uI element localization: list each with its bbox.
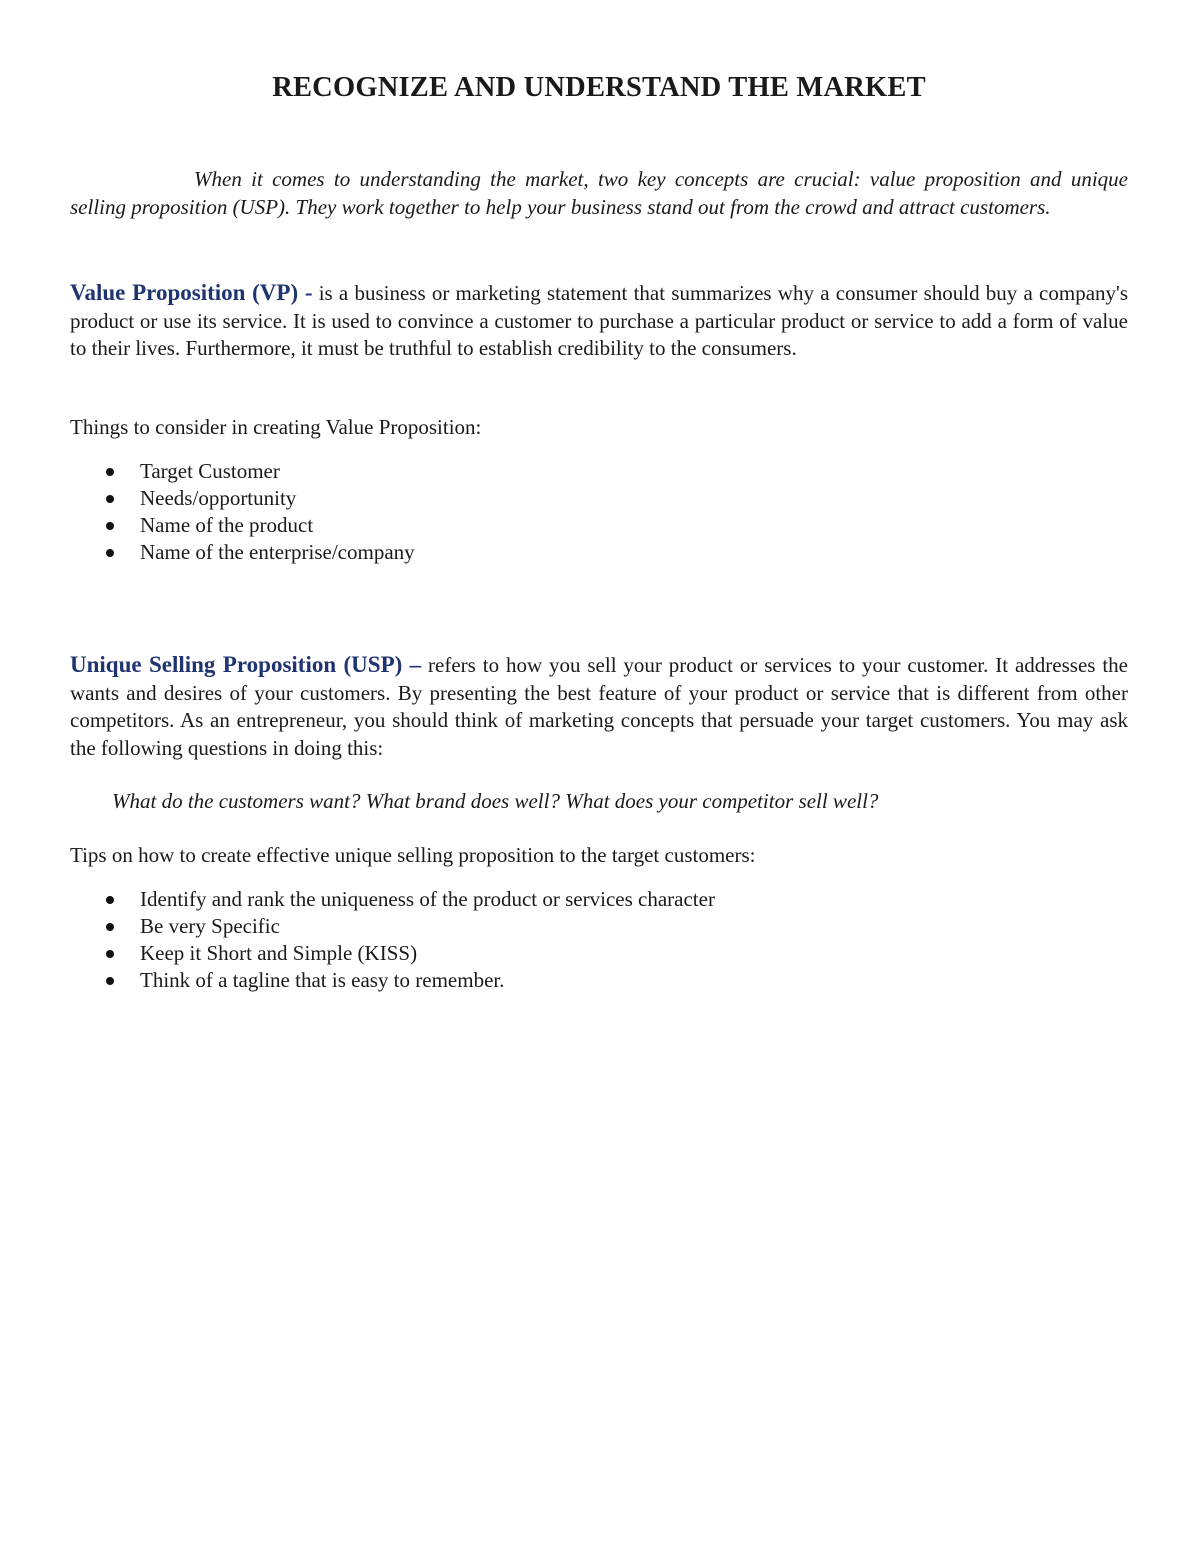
intro-paragraph: When it comes to understanding the market, two key concepts are crucial: value proposition and unique selling proposition (USP). They work together to help your business stand out from the crowd and attract customers. [70, 167, 1128, 219]
bullet-icon [106, 549, 114, 557]
value-proposition-definition: is a business or marketing statement that summarizes why a consumer should buy a company's product or use its service. It is used to convince a customer to purchase a particular product or service to add a form of value to their lives. Furthermore, it must be truthful to establish credibility to the consumers. [70, 281, 1128, 360]
list-item [70, 913, 715, 940]
page-title: RECOGNIZE AND UNDERSTAND THE MARKET [272, 72, 926, 103]
usp-tips-list [70, 886, 715, 994]
list-item [70, 512, 415, 539]
list-item [70, 485, 415, 512]
list-item [70, 940, 715, 967]
usp-lead: Tips on how to create effective unique selling proposition to the target customers: [70, 843, 756, 867]
usp-definition: refers to how you sell your product or services to your customer. It addresses the wants and desires of your customers. By presenting the best feature of your product or service that is different from other competitors. As an entrepreneur, you should think of marketing concepts that persuade your target customers. You may ask the following questions in doing this: [70, 653, 1128, 760]
list-item-text: Identify and rank the uniqueness of the product or services character [140, 887, 715, 911]
bullet-icon [106, 923, 114, 931]
list-item-text: Name of the product [140, 513, 314, 537]
value-proposition-term: Value Proposition (VP) - [70, 280, 313, 305]
bullet-icon [106, 977, 114, 985]
bullet-icon [106, 522, 114, 530]
usp-term: Unique Selling Proposition (USP) – [70, 652, 422, 677]
bullet-icon [106, 896, 114, 904]
list-item-text: Needs/opportunity [140, 486, 297, 510]
value-proposition-paragraph [70, 279, 1128, 363]
usp-questions: What do the customers want? What brand does well? What does your competitor sell well? [112, 789, 879, 813]
bullet-icon [106, 468, 114, 476]
list-item-text: Target Customer [140, 459, 280, 483]
value-proposition-lead: Things to consider in creating Value Proposition: [70, 415, 482, 439]
list-item-text: Think of a tagline that is easy to remember. [140, 968, 505, 992]
list-item [70, 886, 715, 913]
list-item [70, 458, 415, 485]
list-item-text: Be very Specific [140, 914, 280, 938]
list-item [70, 539, 415, 566]
bullet-icon [106, 495, 114, 503]
usp-paragraph [70, 651, 1128, 762]
value-proposition-list [70, 458, 415, 566]
list-item [70, 967, 715, 994]
bullet-icon [106, 950, 114, 958]
list-item-text: Name of the enterprise/company [140, 540, 415, 564]
list-item-text: Keep it Short and Simple (KISS) [140, 941, 418, 965]
